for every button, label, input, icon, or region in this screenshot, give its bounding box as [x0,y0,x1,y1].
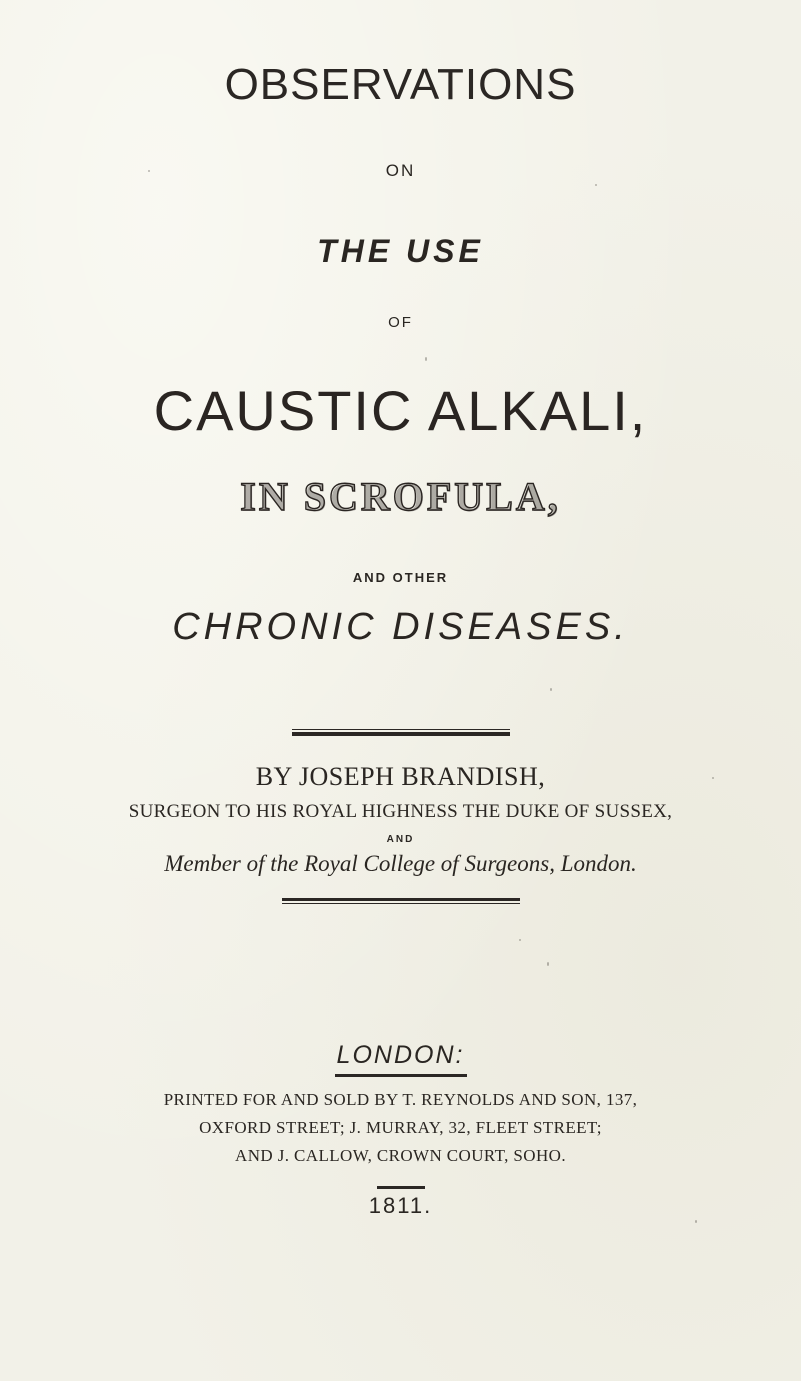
paper-speck [550,688,552,691]
title-in-scrofula: IN SCROFULA, [240,474,561,519]
title-of: OF [388,314,413,331]
title-and-other: AND OTHER [352,570,449,585]
imprint-line-3: AND J. CALLOW, CROWN COURT, SOHO. [235,1146,566,1165]
paper-speck [695,1220,697,1223]
imprint-line-1: PRINTED FOR AND SOLD BY T. REYNOLDS AND SON, 137, [163,1090,638,1109]
imprint-year: 1811. [368,1193,433,1218]
title-chronic-diseases: CHRONIC DISEASES. [172,606,629,648]
rule-above-year [0,1186,801,1189]
double-rule-top [0,729,801,736]
rule-under-london [0,1074,801,1077]
title-on: ON [385,161,416,180]
paper-speck [547,962,549,966]
paper-speck [425,357,427,361]
imprint-line-2: OXFORD STREET; J. MURRAY, 32, FLEET STREET; [199,1118,602,1137]
author-position: SURGEON TO HIS ROYAL HIGHNESS THE DUKE OF SUSSEX, [128,801,673,822]
paper-speck [148,170,150,172]
paper-speck [519,939,521,941]
paper-speck [712,777,714,779]
title-caustic-alkali: CAUSTIC ALKALI, [153,379,648,442]
double-rule-middle [0,898,801,904]
author-by-line: BY JOSEPH BRANDISH, [255,762,546,791]
author-membership: Member of the Royal College of Surgeons, London. [164,851,637,876]
title-observations: OBSERVATIONS [224,60,577,109]
author-and: AND [386,834,415,845]
title-the-use: THE USE [317,233,484,269]
imprint-city: LONDON: [336,1041,465,1069]
paper-speck [595,184,597,186]
